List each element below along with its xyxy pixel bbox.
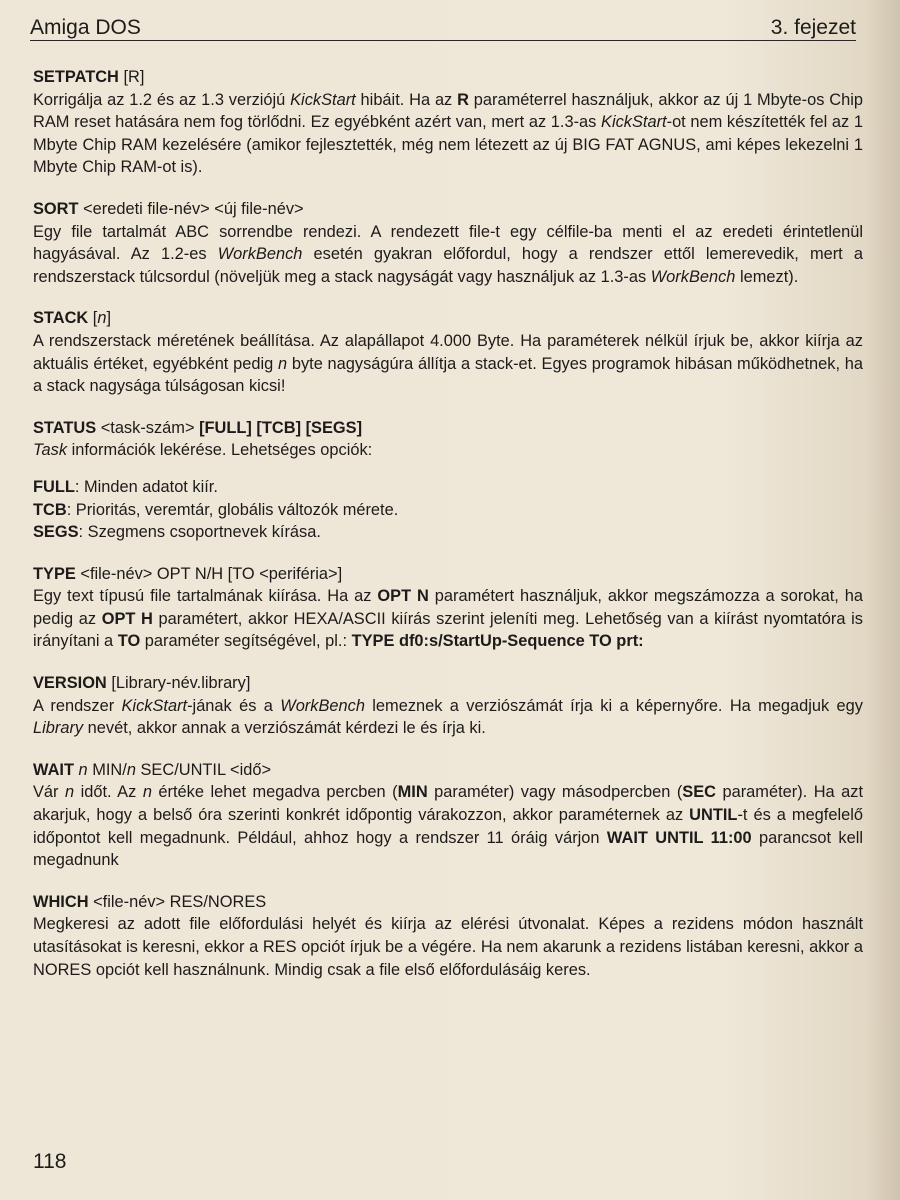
command-signature [33, 891, 863, 914]
italic-text: n [277, 354, 288, 373]
option-item [33, 499, 863, 522]
command-signature [33, 417, 863, 440]
bold-text: WAIT UNTIL 11:00 [606, 828, 752, 847]
italic-text: WorkBench [217, 245, 303, 264]
text-run: Egy text típusú file tartalmának kiírása. Ha az [33, 587, 378, 606]
command-entry-stack [33, 307, 863, 397]
command-name: STATUS [33, 418, 97, 437]
command-arguments: <file-név> RES/NORES [88, 892, 267, 911]
option-description: : Prioritás, veremtár, globális változók mérete. [66, 500, 399, 519]
text-run: paraméter) vagy másodpercben ( [427, 783, 683, 802]
command-description [33, 89, 863, 179]
text-run: parancsot kell megadnunk [33, 828, 863, 870]
command-signature [33, 198, 863, 221]
italic-text: WorkBench [650, 267, 736, 286]
command-description [33, 913, 863, 981]
command-entry-setpatch [33, 66, 863, 179]
page-number: 118 [33, 1150, 67, 1173]
command-description [33, 781, 863, 871]
text-run: Vár [33, 783, 65, 802]
option-name: TCB [33, 500, 67, 519]
bold-text: SEC [682, 783, 716, 802]
text-run: MIN/ [87, 760, 127, 779]
text-run: -t és a megfelelő időpontot kell megadnunk. Például, ahhoz hogy a rendszer 11 óráig várjon [33, 806, 863, 847]
text-run: A rendszerstack méretének beállítása. Az alapállapot 4.000 Byte. Ha paraméterek nélkül írjuk be, akkor kiírja az aktuális értéket, egyébként pedig [33, 331, 863, 373]
command-arguments [96, 419, 362, 437]
command-entry-type [33, 563, 863, 653]
option-name: SEGS [33, 523, 79, 542]
text-run: hibáit. Ha az [355, 90, 458, 109]
text-run: byte nagyságúra állítja a stack-et. Egyes programok hibásan működhetnek, ha a stack nagysága túlságosan kicsi! [33, 354, 863, 396]
bold-text: UNTIL [689, 806, 738, 825]
text-run: Egy file tartalmát ABC sorrendbe rendezi. A rendezett file-t egy célfile-ba menti el az eredeti érintetlenül hagyásával. Az 1.2-es [33, 222, 863, 264]
command-name: VERSION [33, 674, 107, 693]
command-entry-sort [33, 198, 863, 288]
text-run: értéke lehet megadva percben ( [151, 783, 398, 802]
italic-text: n [126, 760, 136, 779]
bold-text: OPT H [101, 609, 153, 628]
bold-text: R [457, 90, 469, 109]
command-signature [33, 307, 863, 330]
text-run: paramétert használjuk, akkor megszámozza a sorokat, ha pedig az [33, 587, 863, 628]
text-run: időt. Az [74, 783, 143, 802]
text-run: információk lekérése. Lehetséges opciók: [67, 441, 373, 460]
italic-text: Task [33, 441, 68, 460]
text-run: -ot nem készítették fel az 1 Mbyte Chip RAM kezelésére (amikor fejlesztették, még nem létezett az új BIG FAT AGNUS, ami képes lekezelni 1 Mbyte Chip RAM-ot is). [33, 113, 863, 177]
command-name: STACK [33, 309, 89, 328]
text-run: Megkeresi az adott file előfordulási helyét és kiírja az elérési útvonalat. Képes a rezidens módon használt utasításokat is keresni, ekkor a RES opciót írjuk be a végére. Ha nem akarunk a rezidens listában keresni, akkor a NORES opciót kell használnunk. Mindig csak a file első előfordulásáig keres. [33, 915, 863, 979]
bold-text: MIN [397, 783, 428, 802]
text-run: Korrigálja az 1.2 és az 1.3 verziójú [33, 90, 291, 109]
text-run: paraméterrel használjuk, akkor az új 1 Mbyte-os Chip RAM reset hatására nem fog törlődni. Ez egyébként azért van, mert az 1.3-as [33, 90, 863, 132]
italic-text: n [65, 783, 75, 802]
command-signature [33, 672, 863, 695]
text-run: ] [106, 309, 112, 328]
bold-text: TO [117, 632, 141, 651]
command-arguments [88, 309, 111, 327]
option-item [33, 476, 863, 499]
bold-text: [FULL] [TCB] [SEGS] [199, 418, 363, 437]
command-entry-status [33, 417, 863, 462]
text-run: lemeznek a verziószámát írja ki a képernyőre. Ha megadjuk egy [364, 696, 863, 715]
header-chapter: 3. fejezet [770, 16, 856, 39]
command-description [33, 695, 863, 740]
text-run: nevét, akkor annak a verziószámát kérdezi le és írja ki. [83, 719, 486, 738]
command-arguments: [Library-név.library] [106, 674, 251, 693]
command-entry-which [33, 891, 863, 981]
option-description: : Szegmens csoportnevek kírása. [78, 523, 321, 542]
italic-text: n [97, 309, 107, 328]
text-run: paraméter segítségével, pl.: [140, 632, 352, 651]
text-run: [ [88, 309, 98, 328]
italic-text: Library [33, 719, 84, 738]
text-run: <task-szám> [96, 418, 200, 437]
text-run: A rendszer [33, 696, 122, 715]
text-run: -jának és a [187, 696, 281, 715]
text-run: lemezt). [735, 267, 799, 286]
command-name: SETPATCH [33, 68, 119, 86]
bold-text: OPT N [377, 587, 429, 606]
command-arguments: <file-név> OPT N/H [TO <periféria>] [75, 564, 343, 583]
command-reference-list [33, 66, 863, 1000]
italic-text: n [78, 760, 88, 779]
command-signature [33, 759, 863, 782]
command-name: SORT [33, 199, 79, 218]
text-run: paraméter). Ha azt akarjuk, hogy a belső óra szerinti konkrét időpontig várakozzon, akkor paraméternek az [33, 783, 864, 825]
status-options-list [33, 476, 863, 544]
command-description [33, 221, 863, 289]
command-signature [33, 563, 863, 586]
command-name: WAIT [33, 760, 74, 779]
option-name: FULL [33, 477, 75, 496]
command-entry-wait [33, 759, 863, 872]
italic-text: KickStart [290, 90, 356, 109]
italic-text: KickStart [601, 113, 667, 132]
option-description: : Minden adatot kiír. [74, 477, 218, 496]
italic-text: n [142, 783, 152, 802]
text-run: esetén gyakran előfordul, hogy a rendszer ettől lemerevedik, mert a rendszerstack túlcsordul (növeljük meg a stack nagyságát vagy használjuk az 1.3-as [33, 245, 863, 286]
command-arguments: <eredeti file-név> <új file-név> [78, 199, 304, 218]
text-run: paramétert, akkor HEXA/ASCII kiírás szerint jeleníti meg. Lehetőség van a kiírást nyomtatóra is irányítani a [33, 609, 863, 651]
command-description [33, 585, 863, 653]
command-description [33, 330, 863, 398]
command-entry-version [33, 672, 863, 740]
bold-text: TYPE df0:s/StartUp-Sequence TO prt: [351, 632, 644, 651]
command-arguments [74, 761, 271, 779]
italic-text: WorkBench [280, 696, 365, 715]
command-arguments: [R] [118, 68, 145, 86]
command-description [33, 439, 863, 462]
command-name: WHICH [33, 892, 89, 911]
command-name: TYPE [33, 564, 76, 583]
italic-text: KickStart [121, 696, 188, 715]
option-item [33, 521, 863, 544]
page-header [30, 14, 856, 41]
header-book-title: Amiga DOS [30, 16, 141, 39]
command-signature [33, 66, 863, 89]
text-run: SEC/UNTIL <idő> [135, 760, 272, 779]
